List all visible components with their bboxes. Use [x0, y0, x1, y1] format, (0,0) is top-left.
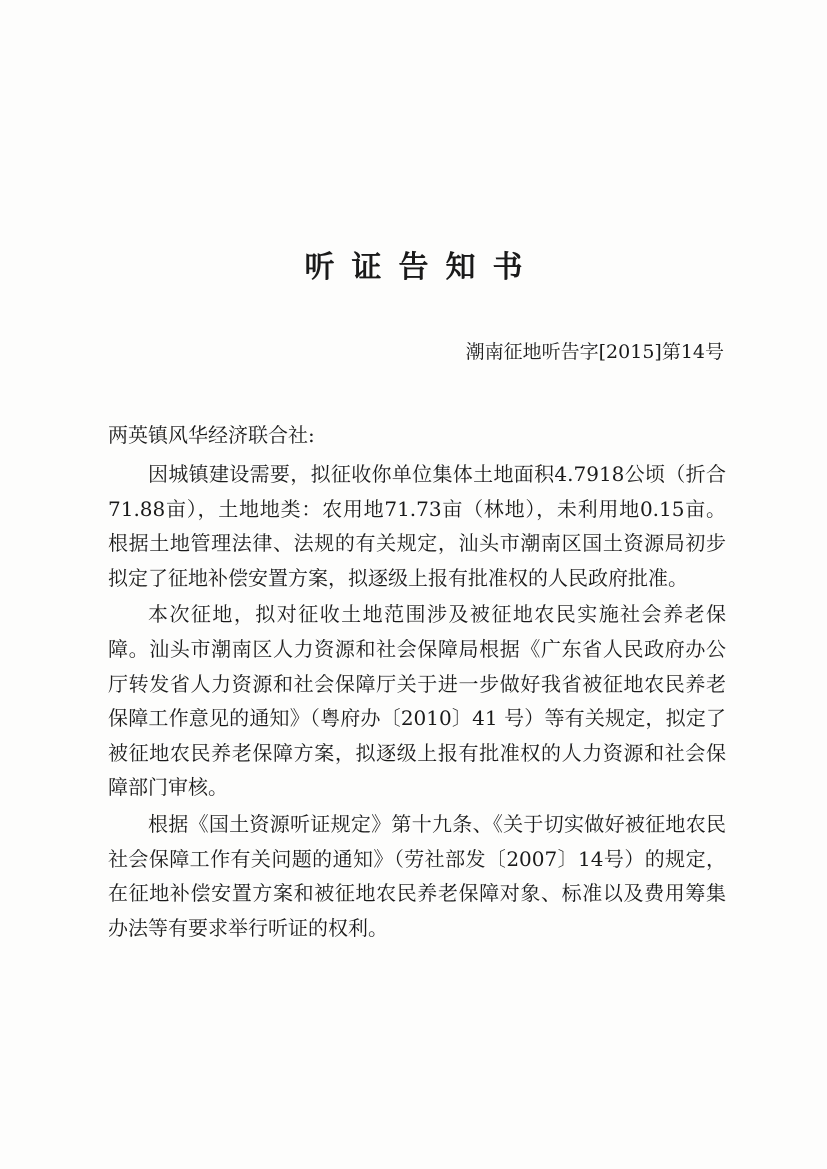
paragraph-1: 因城镇建设需要，拟征收你单位集体土地面积4.7918公顷（折合71.88亩），土地地类：农用地71.73亩（林地），未利用地0.15亩。根据土地管理法律、法规的有关规定，汕头市潮南区国土资源局初步拟定了征地补偿安置方案，拟逐级上报有批准权的人民政府批准。	[108, 462, 726, 590]
addressee: 两英镇风华经济联合社:	[108, 423, 315, 447]
document-number: 潮南征地听告字[2015]第14号	[465, 341, 724, 363]
paragraph-2: 本次征地，拟对征收土地范围涉及被征地农民实施社会养老保障。汕头市潮南区人力资源和社会保障局根据《广东省人民政府办公厅转发省人力资源和社会保障厅关于进一步做好我省被征地农民养老保障工作意见的通知》（粤府办〔2010〕41 号）等有关规定，拟定了被征地农民养老保障方案，拟逐级上报有批准权的人力资源和社会保障部门审核。	[108, 602, 726, 800]
document-title: 听证告知书	[304, 250, 540, 285]
document-body	[108, 457, 726, 947]
paragraph-3: 根据《国土资源听证规定》第十九条、《关于切实做好被征地农民社会保障工作有关问题的通知》（劳社部发〔2007〕14号）的规定，在征地补偿安置方案和被征地农民养老保障对象、标准以及费用筹集办法等有要求举行听证的权利。	[108, 811, 726, 940]
